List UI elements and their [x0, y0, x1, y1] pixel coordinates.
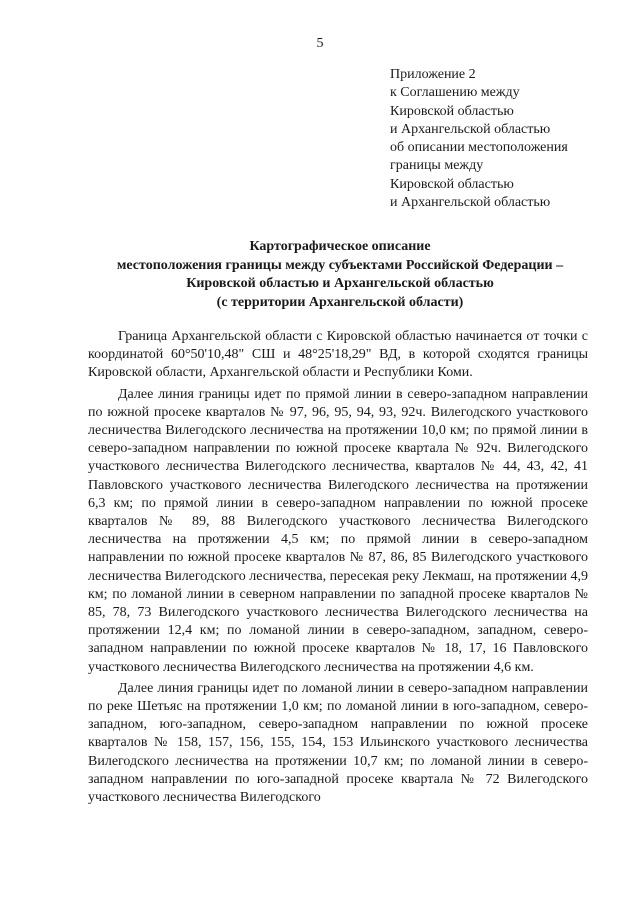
body-paragraph: Граница Архангельской области с Кировской областью начинается от точки с координатой 60°50'10,48" СШ и 48°25'18,29" ВД, в которой сходятся границы Кировской области, Архангельской области и Республики Коми.: [88, 329, 588, 381]
body-paragraph: Далее линия границы идет по ломаной линии в северо-западном направлении по реке Шетьяс на протяжении 1,0 км; по ломаной линии в юго-западном, северо-западном, юго-западном, северо-западном направлении по южной просеке кварталов № 158, 157, 156, 155, 154, 153 Ильинского участкового лесничества Вилегодского лесничества на протяжении 10,7 км; по ломаной линии в северо-западном направлении по юго-западной просеке квартала № 72 Вилегодского участкового лесничества Вилегодского: [88, 680, 588, 806]
appendix-line: и Архангельской областью: [390, 121, 551, 137]
title-line: (с территории Архангельской области): [216, 294, 464, 310]
appendix-line: об описании местоположения: [390, 140, 568, 156]
appendix-line: Приложение 2: [390, 67, 476, 82]
body-paragraph: Далее линия границы идет по прямой линии в северо-западном направлении по южной просеке кварталов № 97, 96, 95, 94, 93, 92ч. Вилегодского участкового лесничества Вилегодского лесничества на протяжении 10,0 км; по прямой линии в северо-западном направлении по южной просеке квартала № 92ч. Вилегодского участкового лесничества Вилегодского лесничества, кварталов № 44, 43, 42, 41 Павловского участкового лесничества Вилегодского лесничества на протяжении 6,3 км; по прямой линии в северо-западном направлении по южной просеке кварталов № 89, 88 Вилегодского участкового лесничества Вилегодского лесничества на протяжении 4,5 км; по прямой линии в северо-западном направлении по южной просеке кварталов № 87, 86, 85 Вилегодского участкового лесничества Вилегодского лесничества, пересекая реку Лекмаш, на протяжении 4,9 км; по ломаной линии в северном направлении по западной просеке кварталов № 85, 78, 73 Вилегодского участкового лесничества Вилегодского лесничества на протяжении 12,4 км; по ломаной линии в северо-западном, западном, северо-западном направлении по южной просеке кварталов № 18, 17, 16 Павловского участкового лесничества Вилегодского лесничества на протяжении 4,6 км.: [88, 386, 588, 675]
page-number: 5: [316, 36, 324, 51]
appendix-line: и Архангельской областью: [390, 195, 551, 211]
appendix-line: Кировской областью: [390, 176, 514, 192]
title-line: местоположения границы между субъектами Российской Федерации –: [116, 257, 564, 273]
appendix-line: границы между: [390, 158, 484, 174]
document-title: [60, 238, 620, 312]
appendix-reference: [390, 66, 620, 212]
document-body: [88, 328, 588, 810]
appendix-line: к Соглашению между: [390, 85, 520, 101]
title-line: Кировской областью и Архангельской областью: [186, 276, 494, 291]
appendix-line: Кировской областью: [390, 103, 514, 119]
title-line: Картографическое описание: [249, 239, 431, 254]
